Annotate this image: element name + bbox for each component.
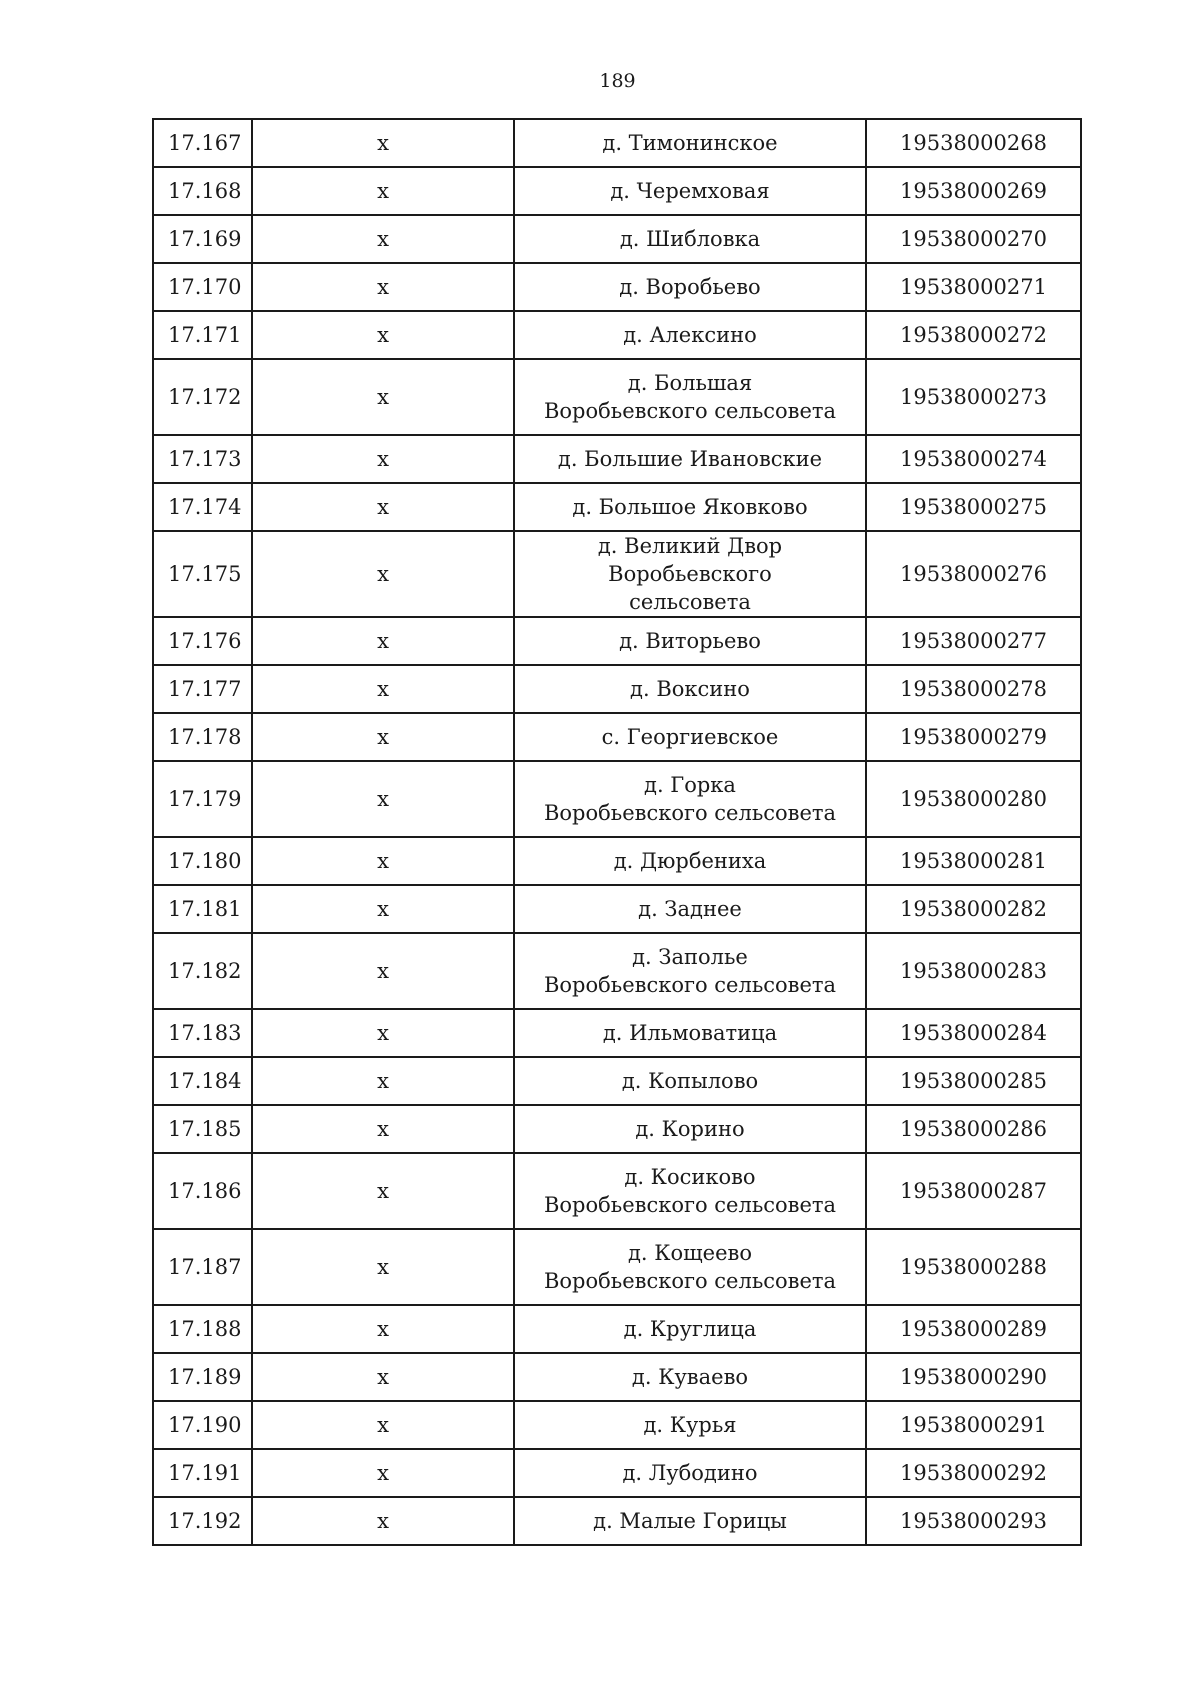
table-row	[153, 1353, 1081, 1401]
oktmo-code-cell: 19538000275	[866, 483, 1081, 531]
row-number-cell: 17.167	[153, 119, 252, 167]
row-mark-cell: х	[252, 263, 514, 311]
table-row	[153, 311, 1081, 359]
settlement-name-cell	[514, 1057, 866, 1105]
row-number-cell: 17.173	[153, 435, 252, 483]
row-mark-cell: х	[252, 761, 514, 837]
oktmo-code-cell: 19538000278	[866, 665, 1081, 713]
oktmo-code-cell: 19538000282	[866, 885, 1081, 933]
table-row	[153, 933, 1081, 1009]
row-number-cell: 17.187	[153, 1229, 252, 1305]
row-mark-cell: х	[252, 1305, 514, 1353]
row-mark-cell: х	[252, 215, 514, 263]
settlement-name-line: с. Георгиевское	[601, 725, 779, 749]
oktmo-code-cell: 19538000274	[866, 435, 1081, 483]
oktmo-code-cell: 19538000276	[866, 531, 1081, 617]
row-number-cell: 17.183	[153, 1009, 252, 1057]
row-number-cell: 17.185	[153, 1105, 252, 1153]
settlement-name-cell	[514, 483, 866, 531]
row-number-cell: 17.174	[153, 483, 252, 531]
row-number-cell: 17.191	[153, 1449, 252, 1497]
row-number-cell: 17.168	[153, 167, 252, 215]
settlement-name-line: д. Кощеево	[627, 1241, 753, 1265]
row-number-cell: 17.184	[153, 1057, 252, 1105]
settlement-name-line: Воробьевского сельсовета	[543, 1269, 837, 1293]
settlement-name-line: д. Воксино	[630, 677, 750, 701]
settlement-table-body	[153, 119, 1081, 1545]
oktmo-code-cell: 19538000283	[866, 933, 1081, 1009]
table-row	[153, 483, 1081, 531]
table-row	[153, 1497, 1081, 1545]
settlement-name-line: сельсовета	[629, 590, 751, 614]
settlement-name-line: д. Курья	[643, 1413, 737, 1437]
settlement-name-cell	[514, 933, 866, 1009]
row-number-cell: 17.176	[153, 617, 252, 665]
table-row	[153, 1153, 1081, 1229]
row-number-cell: 17.172	[153, 359, 252, 435]
row-mark-cell: х	[252, 483, 514, 531]
row-mark-cell: х	[252, 1105, 514, 1153]
settlement-name-line: д. Большая	[627, 371, 753, 395]
settlement-name-cell	[514, 359, 866, 435]
table-row	[153, 1229, 1081, 1305]
row-number-cell: 17.178	[153, 713, 252, 761]
row-mark-cell: х	[252, 617, 514, 665]
table-row	[153, 359, 1081, 435]
table-row	[153, 1401, 1081, 1449]
settlement-name-line: д. Куваево	[631, 1365, 749, 1389]
table-row	[153, 617, 1081, 665]
settlement-name-cell	[514, 1305, 866, 1353]
row-mark-cell: х	[252, 885, 514, 933]
settlement-name-cell	[514, 1449, 866, 1497]
settlement-name-line: Воробьевского сельсовета	[543, 399, 837, 423]
table-row	[153, 837, 1081, 885]
table-row	[153, 531, 1081, 617]
oktmo-code-cell: 19538000270	[866, 215, 1081, 263]
oktmo-code-cell: 19538000281	[866, 837, 1081, 885]
settlement-name-cell	[514, 713, 866, 761]
oktmo-code-cell: 19538000279	[866, 713, 1081, 761]
settlement-table	[152, 118, 1082, 1546]
table-row	[153, 665, 1081, 713]
settlement-name-cell	[514, 1401, 866, 1449]
table-row	[153, 885, 1081, 933]
table-row	[153, 713, 1081, 761]
row-mark-cell: х	[252, 1497, 514, 1545]
row-mark-cell: х	[252, 1153, 514, 1229]
row-mark-cell: х	[252, 1401, 514, 1449]
settlement-name-cell	[514, 837, 866, 885]
settlement-name-line: д. Алексино	[623, 323, 757, 347]
oktmo-code-cell: 19538000285	[866, 1057, 1081, 1105]
row-mark-cell: х	[252, 1353, 514, 1401]
row-mark-cell: х	[252, 837, 514, 885]
row-number-cell: 17.177	[153, 665, 252, 713]
settlement-name-cell	[514, 1229, 866, 1305]
table-row	[153, 1105, 1081, 1153]
settlement-name-line: д. Заднее	[638, 897, 742, 921]
oktmo-code-cell: 19538000273	[866, 359, 1081, 435]
settlement-name-line: д. Большое Яковково	[572, 495, 808, 519]
settlement-name-cell	[514, 761, 866, 837]
oktmo-code-cell: 19538000269	[866, 167, 1081, 215]
oktmo-code-cell: 19538000290	[866, 1353, 1081, 1401]
settlement-name-cell	[514, 167, 866, 215]
table-row	[153, 167, 1081, 215]
settlement-name-line: д. Ильмоватица	[602, 1021, 778, 1045]
row-mark-cell: х	[252, 1449, 514, 1497]
oktmo-code-cell: 19538000288	[866, 1229, 1081, 1305]
row-mark-cell: х	[252, 359, 514, 435]
row-number-cell: 17.189	[153, 1353, 252, 1401]
settlement-name-cell	[514, 119, 866, 167]
row-mark-cell: х	[252, 167, 514, 215]
settlement-name-cell	[514, 435, 866, 483]
row-number-cell: 17.171	[153, 311, 252, 359]
settlement-name-line: д. Большие Ивановские	[557, 447, 823, 471]
settlement-name-cell	[514, 885, 866, 933]
oktmo-code-cell: 19538000289	[866, 1305, 1081, 1353]
row-mark-cell: х	[252, 1229, 514, 1305]
settlement-name-cell	[514, 1497, 866, 1545]
settlement-name-line: д. Виторьево	[619, 629, 761, 653]
row-number-cell: 17.169	[153, 215, 252, 263]
table-row	[153, 435, 1081, 483]
oktmo-code-cell: 19538000292	[866, 1449, 1081, 1497]
settlement-name-cell	[514, 665, 866, 713]
settlement-name-line: д. Копылово	[621, 1069, 759, 1093]
table-row	[153, 1009, 1081, 1057]
table-row	[153, 1057, 1081, 1105]
oktmo-code-cell: 19538000268	[866, 119, 1081, 167]
oktmo-code-cell: 19538000287	[866, 1153, 1081, 1229]
row-number-cell: 17.182	[153, 933, 252, 1009]
settlement-name-line: д. Круглица	[623, 1317, 757, 1341]
oktmo-code-cell: 19538000277	[866, 617, 1081, 665]
table-row	[153, 1305, 1081, 1353]
table-row	[153, 1449, 1081, 1497]
row-mark-cell: х	[252, 119, 514, 167]
oktmo-code-cell: 19538000272	[866, 311, 1081, 359]
table-row	[153, 215, 1081, 263]
row-mark-cell: х	[252, 713, 514, 761]
settlement-name-line: д. Воробьево	[619, 275, 761, 299]
settlement-name-line: д. Великий Двор Воробьевского	[597, 534, 783, 586]
oktmo-code-cell: 19538000284	[866, 1009, 1081, 1057]
settlement-name-cell	[514, 1353, 866, 1401]
settlement-name-line: д. Косиково	[624, 1165, 756, 1189]
row-number-cell: 17.179	[153, 761, 252, 837]
settlement-name-line: Воробьевского сельсовета	[543, 1193, 837, 1217]
settlement-name-line: д. Заполье	[632, 945, 748, 969]
table-row	[153, 119, 1081, 167]
settlement-name-cell	[514, 311, 866, 359]
page-number: 189	[599, 70, 636, 92]
table-row	[153, 761, 1081, 837]
oktmo-code-cell: 19538000280	[866, 761, 1081, 837]
table-row	[153, 263, 1081, 311]
row-number-cell: 17.175	[153, 531, 252, 617]
settlement-name-cell	[514, 1105, 866, 1153]
oktmo-code-cell: 19538000293	[866, 1497, 1081, 1545]
settlement-name-line: д. Горка	[644, 773, 736, 797]
row-number-cell: 17.190	[153, 1401, 252, 1449]
row-number-cell: 17.186	[153, 1153, 252, 1229]
row-number-cell: 17.170	[153, 263, 252, 311]
settlement-name-line: д. Малые Горицы	[593, 1509, 787, 1533]
settlement-name-line: д. Лубодино	[622, 1461, 758, 1485]
oktmo-code-cell: 19538000271	[866, 263, 1081, 311]
row-mark-cell: х	[252, 531, 514, 617]
settlement-name-line: Воробьевского сельсовета	[543, 801, 837, 825]
settlement-name-line: д. Дюрбениха	[613, 849, 767, 873]
settlement-name-line: Воробьевского сельсовета	[543, 973, 837, 997]
settlement-name-cell	[514, 263, 866, 311]
oktmo-code-cell: 19538000291	[866, 1401, 1081, 1449]
row-number-cell: 17.180	[153, 837, 252, 885]
settlement-name-cell	[514, 215, 866, 263]
row-mark-cell: х	[252, 933, 514, 1009]
settlement-name-cell	[514, 617, 866, 665]
row-number-cell: 17.192	[153, 1497, 252, 1545]
settlement-name-line: д. Корино	[635, 1117, 745, 1141]
row-number-cell: 17.181	[153, 885, 252, 933]
row-mark-cell: х	[252, 1057, 514, 1105]
settlement-name-cell	[514, 1153, 866, 1229]
row-mark-cell: х	[252, 1009, 514, 1057]
row-mark-cell: х	[252, 311, 514, 359]
settlement-name-cell	[514, 1009, 866, 1057]
row-mark-cell: х	[252, 435, 514, 483]
row-number-cell: 17.188	[153, 1305, 252, 1353]
row-mark-cell: х	[252, 665, 514, 713]
settlement-name-line: д. Тимонинское	[602, 131, 778, 155]
settlement-name-line: д. Черемховая	[610, 179, 770, 203]
settlement-name-line: д. Шибловка	[619, 227, 761, 251]
settlement-name-cell	[514, 531, 866, 617]
oktmo-code-cell: 19538000286	[866, 1105, 1081, 1153]
